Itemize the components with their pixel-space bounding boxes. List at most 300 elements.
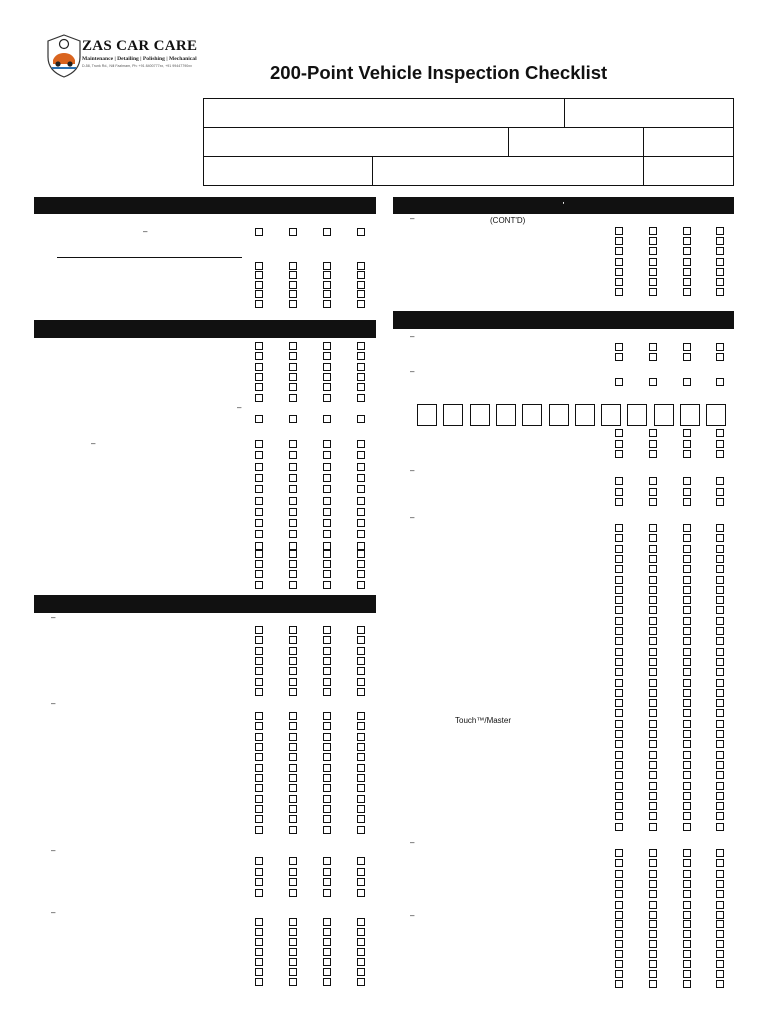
inspection-checkbox[interactable] xyxy=(357,474,365,482)
inspection-checkbox[interactable] xyxy=(716,658,724,666)
inspection-checkbox[interactable] xyxy=(716,637,724,645)
inspection-checkbox[interactable] xyxy=(649,761,657,769)
inspection-checkbox[interactable] xyxy=(323,440,331,448)
inspection-checkbox[interactable] xyxy=(649,668,657,676)
inspection-checkbox[interactable] xyxy=(683,880,691,888)
inspection-checkbox[interactable] xyxy=(615,970,623,978)
inspection-checkbox[interactable] xyxy=(255,805,263,813)
inspection-checkbox[interactable] xyxy=(255,519,263,527)
inspection-checkbox[interactable] xyxy=(683,658,691,666)
inspection-checkbox[interactable] xyxy=(649,637,657,645)
inspection-checkbox[interactable] xyxy=(615,940,623,948)
inspection-checkbox[interactable] xyxy=(357,300,365,308)
inspection-checkbox[interactable] xyxy=(289,519,297,527)
inspection-checkbox[interactable] xyxy=(289,636,297,644)
inspection-checkbox[interactable] xyxy=(716,940,724,948)
inspection-checkbox[interactable] xyxy=(716,596,724,604)
inspection-checkbox[interactable] xyxy=(615,627,623,635)
inspection-checkbox[interactable] xyxy=(683,237,691,245)
inspection-checkbox[interactable] xyxy=(255,743,263,751)
inspection-checkbox[interactable] xyxy=(289,826,297,834)
inspection-checkbox[interactable] xyxy=(289,795,297,803)
inspection-checkbox[interactable] xyxy=(323,938,331,946)
inspection-checkbox[interactable] xyxy=(649,782,657,790)
inspection-checkbox[interactable] xyxy=(716,849,724,857)
inspection-checkbox[interactable] xyxy=(289,948,297,956)
inspection-checkbox[interactable] xyxy=(255,826,263,834)
inspection-checkbox[interactable] xyxy=(289,815,297,823)
inspection-checkbox[interactable] xyxy=(683,227,691,235)
inspection-checkbox[interactable] xyxy=(615,689,623,697)
entry-box[interactable] xyxy=(496,404,516,426)
inspection-checkbox[interactable] xyxy=(615,699,623,707)
inspection-checkbox[interactable] xyxy=(289,712,297,720)
entry-box[interactable] xyxy=(575,404,595,426)
inspection-checkbox[interactable] xyxy=(323,968,331,976)
inspection-checkbox[interactable] xyxy=(357,415,365,423)
inspection-checkbox[interactable] xyxy=(716,730,724,738)
inspection-checkbox[interactable] xyxy=(716,617,724,625)
inspection-checkbox[interactable] xyxy=(255,712,263,720)
inspection-checkbox[interactable] xyxy=(255,550,263,558)
inspection-checkbox[interactable] xyxy=(323,300,331,308)
inspection-checkbox[interactable] xyxy=(649,488,657,496)
inspection-checkbox[interactable] xyxy=(649,450,657,458)
inspection-checkbox[interactable] xyxy=(716,890,724,898)
inspection-checkbox[interactable] xyxy=(615,751,623,759)
inspection-checkbox[interactable] xyxy=(649,920,657,928)
inspection-checkbox[interactable] xyxy=(683,802,691,810)
inspection-checkbox[interactable] xyxy=(289,415,297,423)
inspection-checkbox[interactable] xyxy=(683,699,691,707)
inspection-checkbox[interactable] xyxy=(323,626,331,634)
inspection-checkbox[interactable] xyxy=(289,968,297,976)
inspection-checkbox[interactable] xyxy=(289,342,297,350)
inspection-checkbox[interactable] xyxy=(255,281,263,289)
inspection-checkbox[interactable] xyxy=(323,753,331,761)
inspection-checkbox[interactable] xyxy=(289,868,297,876)
inspection-checkbox[interactable] xyxy=(649,606,657,614)
inspection-checkbox[interactable] xyxy=(255,262,263,270)
entry-box[interactable] xyxy=(470,404,490,426)
inspection-checkbox[interactable] xyxy=(323,383,331,391)
inspection-checkbox[interactable] xyxy=(683,524,691,532)
inspection-checkbox[interactable] xyxy=(716,689,724,697)
inspection-checkbox[interactable] xyxy=(323,485,331,493)
inspection-checkbox[interactable] xyxy=(357,342,365,350)
inspection-checkbox[interactable] xyxy=(357,290,365,298)
inspection-checkbox[interactable] xyxy=(683,596,691,604)
inspection-checkbox[interactable] xyxy=(649,980,657,988)
inspection-checkbox[interactable] xyxy=(716,627,724,635)
inspection-checkbox[interactable] xyxy=(255,764,263,772)
inspection-checkbox[interactable] xyxy=(323,795,331,803)
inspection-checkbox[interactable] xyxy=(323,281,331,289)
inspection-checkbox[interactable] xyxy=(357,570,365,578)
inspection-checkbox[interactable] xyxy=(683,288,691,296)
inspection-checkbox[interactable] xyxy=(615,378,623,386)
inspection-checkbox[interactable] xyxy=(323,928,331,936)
inspection-checkbox[interactable] xyxy=(615,227,623,235)
inspection-checkbox[interactable] xyxy=(716,880,724,888)
inspection-checkbox[interactable] xyxy=(357,657,365,665)
inspection-checkbox[interactable] xyxy=(683,440,691,448)
inspection-checkbox[interactable] xyxy=(357,262,365,270)
inspection-checkbox[interactable] xyxy=(615,637,623,645)
inspection-checkbox[interactable] xyxy=(716,911,724,919)
inspection-checkbox[interactable] xyxy=(716,227,724,235)
entry-box[interactable] xyxy=(654,404,674,426)
inspection-checkbox[interactable] xyxy=(357,978,365,986)
inspection-checkbox[interactable] xyxy=(615,648,623,656)
inspection-checkbox[interactable] xyxy=(716,565,724,573)
inspection-checkbox[interactable] xyxy=(357,363,365,371)
inspection-checkbox[interactable] xyxy=(716,771,724,779)
inspection-checkbox[interactable] xyxy=(289,440,297,448)
inspection-checkbox[interactable] xyxy=(255,657,263,665)
inspection-checkbox[interactable] xyxy=(323,826,331,834)
inspection-checkbox[interactable] xyxy=(357,667,365,675)
inspection-checkbox[interactable] xyxy=(683,751,691,759)
inspection-checkbox[interactable] xyxy=(649,268,657,276)
inspection-checkbox[interactable] xyxy=(649,901,657,909)
inspection-checkbox[interactable] xyxy=(255,795,263,803)
inspection-checkbox[interactable] xyxy=(323,733,331,741)
inspection-checkbox[interactable] xyxy=(289,722,297,730)
inspection-checkbox[interactable] xyxy=(683,606,691,614)
inspection-checkbox[interactable] xyxy=(716,920,724,928)
inspection-checkbox[interactable] xyxy=(289,530,297,538)
inspection-checkbox[interactable] xyxy=(716,761,724,769)
inspection-checkbox[interactable] xyxy=(615,812,623,820)
inspection-checkbox[interactable] xyxy=(323,530,331,538)
inspection-checkbox[interactable] xyxy=(649,859,657,867)
inspection-checkbox[interactable] xyxy=(615,278,623,286)
inspection-checkbox[interactable] xyxy=(289,271,297,279)
inspection-checkbox[interactable] xyxy=(615,901,623,909)
inspection-checkbox[interactable] xyxy=(255,938,263,946)
inspection-checkbox[interactable] xyxy=(255,928,263,936)
inspection-checkbox[interactable] xyxy=(615,288,623,296)
inspection-checkbox[interactable] xyxy=(255,508,263,516)
inspection-checkbox[interactable] xyxy=(255,451,263,459)
inspection-checkbox[interactable] xyxy=(615,524,623,532)
inspection-checkbox[interactable] xyxy=(683,648,691,656)
inspection-checkbox[interactable] xyxy=(289,733,297,741)
inspection-checkbox[interactable] xyxy=(716,498,724,506)
inspection-checkbox[interactable] xyxy=(357,550,365,558)
inspection-checkbox[interactable] xyxy=(615,823,623,831)
inspection-checkbox[interactable] xyxy=(716,258,724,266)
inspection-checkbox[interactable] xyxy=(357,352,365,360)
inspection-checkbox[interactable] xyxy=(357,826,365,834)
inspection-checkbox[interactable] xyxy=(255,688,263,696)
inspection-checkbox[interactable] xyxy=(716,450,724,458)
inspection-checkbox[interactable] xyxy=(649,545,657,553)
inspection-checkbox[interactable] xyxy=(649,689,657,697)
inspection-checkbox[interactable] xyxy=(683,555,691,563)
inspection-checkbox[interactable] xyxy=(289,774,297,782)
inspection-checkbox[interactable] xyxy=(615,782,623,790)
inspection-checkbox[interactable] xyxy=(289,928,297,936)
inspection-checkbox[interactable] xyxy=(683,498,691,506)
inspection-checkbox[interactable] xyxy=(615,950,623,958)
inspection-checkbox[interactable] xyxy=(323,570,331,578)
inspection-checkbox[interactable] xyxy=(649,498,657,506)
inspection-checkbox[interactable] xyxy=(255,271,263,279)
inspection-checkbox[interactable] xyxy=(289,743,297,751)
inspection-checkbox[interactable] xyxy=(683,450,691,458)
inspection-checkbox[interactable] xyxy=(357,647,365,655)
inspection-checkbox[interactable] xyxy=(255,878,263,886)
inspection-checkbox[interactable] xyxy=(255,774,263,782)
inspection-checkbox[interactable] xyxy=(357,712,365,720)
inspection-checkbox[interactable] xyxy=(323,647,331,655)
inspection-checkbox[interactable] xyxy=(716,870,724,878)
inspection-checkbox[interactable] xyxy=(683,534,691,542)
inspection-checkbox[interactable] xyxy=(649,378,657,386)
inspection-checkbox[interactable] xyxy=(683,730,691,738)
inspection-checkbox[interactable] xyxy=(615,668,623,676)
inspection-checkbox[interactable] xyxy=(615,555,623,563)
inspection-checkbox[interactable] xyxy=(649,911,657,919)
inspection-checkbox[interactable] xyxy=(323,352,331,360)
entry-box[interactable] xyxy=(522,404,542,426)
inspection-checkbox[interactable] xyxy=(615,353,623,361)
inspection-checkbox[interactable] xyxy=(255,415,263,423)
inspection-checkbox[interactable] xyxy=(615,429,623,437)
inspection-checkbox[interactable] xyxy=(615,596,623,604)
inspection-checkbox[interactable] xyxy=(615,488,623,496)
inspection-checkbox[interactable] xyxy=(716,477,724,485)
inspection-checkbox[interactable] xyxy=(255,542,263,550)
inspection-checkbox[interactable] xyxy=(615,545,623,553)
inspection-checkbox[interactable] xyxy=(683,859,691,867)
inspection-checkbox[interactable] xyxy=(615,679,623,687)
inspection-checkbox[interactable] xyxy=(289,857,297,865)
inspection-checkbox[interactable] xyxy=(716,576,724,584)
inspection-checkbox[interactable] xyxy=(357,795,365,803)
inspection-checkbox[interactable] xyxy=(357,626,365,634)
inspection-checkbox[interactable] xyxy=(615,960,623,968)
inspection-checkbox[interactable] xyxy=(649,555,657,563)
inspection-checkbox[interactable] xyxy=(716,606,724,614)
inspection-checkbox[interactable] xyxy=(649,576,657,584)
inspection-checkbox[interactable] xyxy=(323,560,331,568)
inspection-checkbox[interactable] xyxy=(683,849,691,857)
inspection-checkbox[interactable] xyxy=(683,870,691,878)
inspection-checkbox[interactable] xyxy=(289,753,297,761)
inspection-checkbox[interactable] xyxy=(683,960,691,968)
inspection-checkbox[interactable] xyxy=(615,534,623,542)
inspection-checkbox[interactable] xyxy=(615,258,623,266)
inspection-checkbox[interactable] xyxy=(615,247,623,255)
inspection-checkbox[interactable] xyxy=(255,352,263,360)
inspection-checkbox[interactable] xyxy=(255,363,263,371)
inspection-checkbox[interactable] xyxy=(323,688,331,696)
inspection-checkbox[interactable] xyxy=(683,920,691,928)
inspection-checkbox[interactable] xyxy=(615,709,623,717)
inspection-checkbox[interactable] xyxy=(683,488,691,496)
inspection-checkbox[interactable] xyxy=(357,508,365,516)
inspection-checkbox[interactable] xyxy=(716,970,724,978)
inspection-checkbox[interactable] xyxy=(289,626,297,634)
inspection-checkbox[interactable] xyxy=(615,740,623,748)
inspection-checkbox[interactable] xyxy=(255,383,263,391)
inspection-checkbox[interactable] xyxy=(357,394,365,402)
inspection-checkbox[interactable] xyxy=(615,450,623,458)
inspection-checkbox[interactable] xyxy=(323,948,331,956)
inspection-checkbox[interactable] xyxy=(289,300,297,308)
inspection-checkbox[interactable] xyxy=(716,950,724,958)
inspection-checkbox[interactable] xyxy=(289,394,297,402)
inspection-checkbox[interactable] xyxy=(357,678,365,686)
inspection-checkbox[interactable] xyxy=(683,637,691,645)
inspection-checkbox[interactable] xyxy=(649,247,657,255)
inspection-checkbox[interactable] xyxy=(357,733,365,741)
inspection-checkbox[interactable] xyxy=(289,581,297,589)
inspection-checkbox[interactable] xyxy=(357,497,365,505)
inspection-checkbox[interactable] xyxy=(289,889,297,897)
inspection-checkbox[interactable] xyxy=(323,889,331,897)
entry-box[interactable] xyxy=(680,404,700,426)
inspection-checkbox[interactable] xyxy=(357,542,365,550)
inspection-checkbox[interactable] xyxy=(289,978,297,986)
inspection-checkbox[interactable] xyxy=(716,679,724,687)
inspection-checkbox[interactable] xyxy=(649,524,657,532)
inspection-checkbox[interactable] xyxy=(716,782,724,790)
inspection-checkbox[interactable] xyxy=(649,278,657,286)
inspection-checkbox[interactable] xyxy=(683,247,691,255)
inspection-checkbox[interactable] xyxy=(357,878,365,886)
inspection-checkbox[interactable] xyxy=(323,678,331,686)
inspection-checkbox[interactable] xyxy=(649,343,657,351)
inspection-checkbox[interactable] xyxy=(289,560,297,568)
inspection-checkbox[interactable] xyxy=(323,764,331,772)
inspection-checkbox[interactable] xyxy=(683,812,691,820)
entry-box[interactable] xyxy=(706,404,726,426)
inspection-checkbox[interactable] xyxy=(255,228,263,236)
inspection-checkbox[interactable] xyxy=(649,658,657,666)
inspection-checkbox[interactable] xyxy=(357,784,365,792)
inspection-checkbox[interactable] xyxy=(716,555,724,563)
inspection-checkbox[interactable] xyxy=(615,576,623,584)
inspection-checkbox[interactable] xyxy=(716,699,724,707)
inspection-checkbox[interactable] xyxy=(615,980,623,988)
inspection-checkbox[interactable] xyxy=(255,463,263,471)
inspection-checkbox[interactable] xyxy=(323,451,331,459)
inspection-checkbox[interactable] xyxy=(255,918,263,926)
inspection-checkbox[interactable] xyxy=(289,918,297,926)
inspection-checkbox[interactable] xyxy=(615,730,623,738)
inspection-checkbox[interactable] xyxy=(289,958,297,966)
inspection-checkbox[interactable] xyxy=(289,688,297,696)
inspection-checkbox[interactable] xyxy=(716,429,724,437)
inspection-checkbox[interactable] xyxy=(683,429,691,437)
inspection-checkbox[interactable] xyxy=(683,792,691,800)
inspection-checkbox[interactable] xyxy=(323,857,331,865)
inspection-checkbox[interactable] xyxy=(649,534,657,542)
inspection-checkbox[interactable] xyxy=(716,901,724,909)
inspection-checkbox[interactable] xyxy=(649,596,657,604)
inspection-checkbox[interactable] xyxy=(255,342,263,350)
inspection-checkbox[interactable] xyxy=(323,712,331,720)
inspection-checkbox[interactable] xyxy=(649,586,657,594)
inspection-checkbox[interactable] xyxy=(289,290,297,298)
inspection-checkbox[interactable] xyxy=(649,227,657,235)
inspection-checkbox[interactable] xyxy=(615,890,623,898)
inspection-checkbox[interactable] xyxy=(289,647,297,655)
inspection-checkbox[interactable] xyxy=(357,928,365,936)
inspection-checkbox[interactable] xyxy=(683,378,691,386)
inspection-checkbox[interactable] xyxy=(716,930,724,938)
inspection-checkbox[interactable] xyxy=(357,281,365,289)
inspection-checkbox[interactable] xyxy=(683,950,691,958)
inspection-checkbox[interactable] xyxy=(615,268,623,276)
inspection-checkbox[interactable] xyxy=(716,812,724,820)
entry-box[interactable] xyxy=(417,404,437,426)
inspection-checkbox[interactable] xyxy=(323,722,331,730)
inspection-checkbox[interactable] xyxy=(716,823,724,831)
inspection-checkbox[interactable] xyxy=(357,519,365,527)
inspection-checkbox[interactable] xyxy=(323,262,331,270)
inspection-checkbox[interactable] xyxy=(716,545,724,553)
inspection-checkbox[interactable] xyxy=(615,237,623,245)
inspection-checkbox[interactable] xyxy=(649,771,657,779)
inspection-checkbox[interactable] xyxy=(323,657,331,665)
inspection-checkbox[interactable] xyxy=(357,958,365,966)
inspection-checkbox[interactable] xyxy=(255,868,263,876)
inspection-checkbox[interactable] xyxy=(255,497,263,505)
inspection-checkbox[interactable] xyxy=(357,868,365,876)
inspection-checkbox[interactable] xyxy=(357,373,365,381)
inspection-checkbox[interactable] xyxy=(323,373,331,381)
inspection-checkbox[interactable] xyxy=(255,394,263,402)
inspection-checkbox[interactable] xyxy=(615,761,623,769)
inspection-checkbox[interactable] xyxy=(357,560,365,568)
inspection-checkbox[interactable] xyxy=(683,970,691,978)
inspection-checkbox[interactable] xyxy=(255,626,263,634)
inspection-checkbox[interactable] xyxy=(615,658,623,666)
inspection-checkbox[interactable] xyxy=(323,363,331,371)
inspection-checkbox[interactable] xyxy=(323,815,331,823)
inspection-checkbox[interactable] xyxy=(649,940,657,948)
inspection-checkbox[interactable] xyxy=(649,880,657,888)
inspection-checkbox[interactable] xyxy=(289,262,297,270)
inspection-checkbox[interactable] xyxy=(716,343,724,351)
inspection-checkbox[interactable] xyxy=(649,930,657,938)
inspection-checkbox[interactable] xyxy=(716,709,724,717)
inspection-checkbox[interactable] xyxy=(615,477,623,485)
inspection-checkbox[interactable] xyxy=(289,570,297,578)
inspection-checkbox[interactable] xyxy=(255,474,263,482)
inspection-checkbox[interactable] xyxy=(683,627,691,635)
inspection-checkbox[interactable] xyxy=(357,764,365,772)
entry-box[interactable] xyxy=(601,404,621,426)
inspection-checkbox[interactable] xyxy=(683,689,691,697)
inspection-checkbox[interactable] xyxy=(357,581,365,589)
inspection-checkbox[interactable] xyxy=(289,463,297,471)
inspection-checkbox[interactable] xyxy=(255,581,263,589)
inspection-checkbox[interactable] xyxy=(683,268,691,276)
inspection-checkbox[interactable] xyxy=(716,237,724,245)
inspection-checkbox[interactable] xyxy=(716,278,724,286)
inspection-checkbox[interactable] xyxy=(649,679,657,687)
inspection-checkbox[interactable] xyxy=(649,960,657,968)
inspection-checkbox[interactable] xyxy=(683,740,691,748)
inspection-checkbox[interactable] xyxy=(649,565,657,573)
inspection-checkbox[interactable] xyxy=(255,948,263,956)
